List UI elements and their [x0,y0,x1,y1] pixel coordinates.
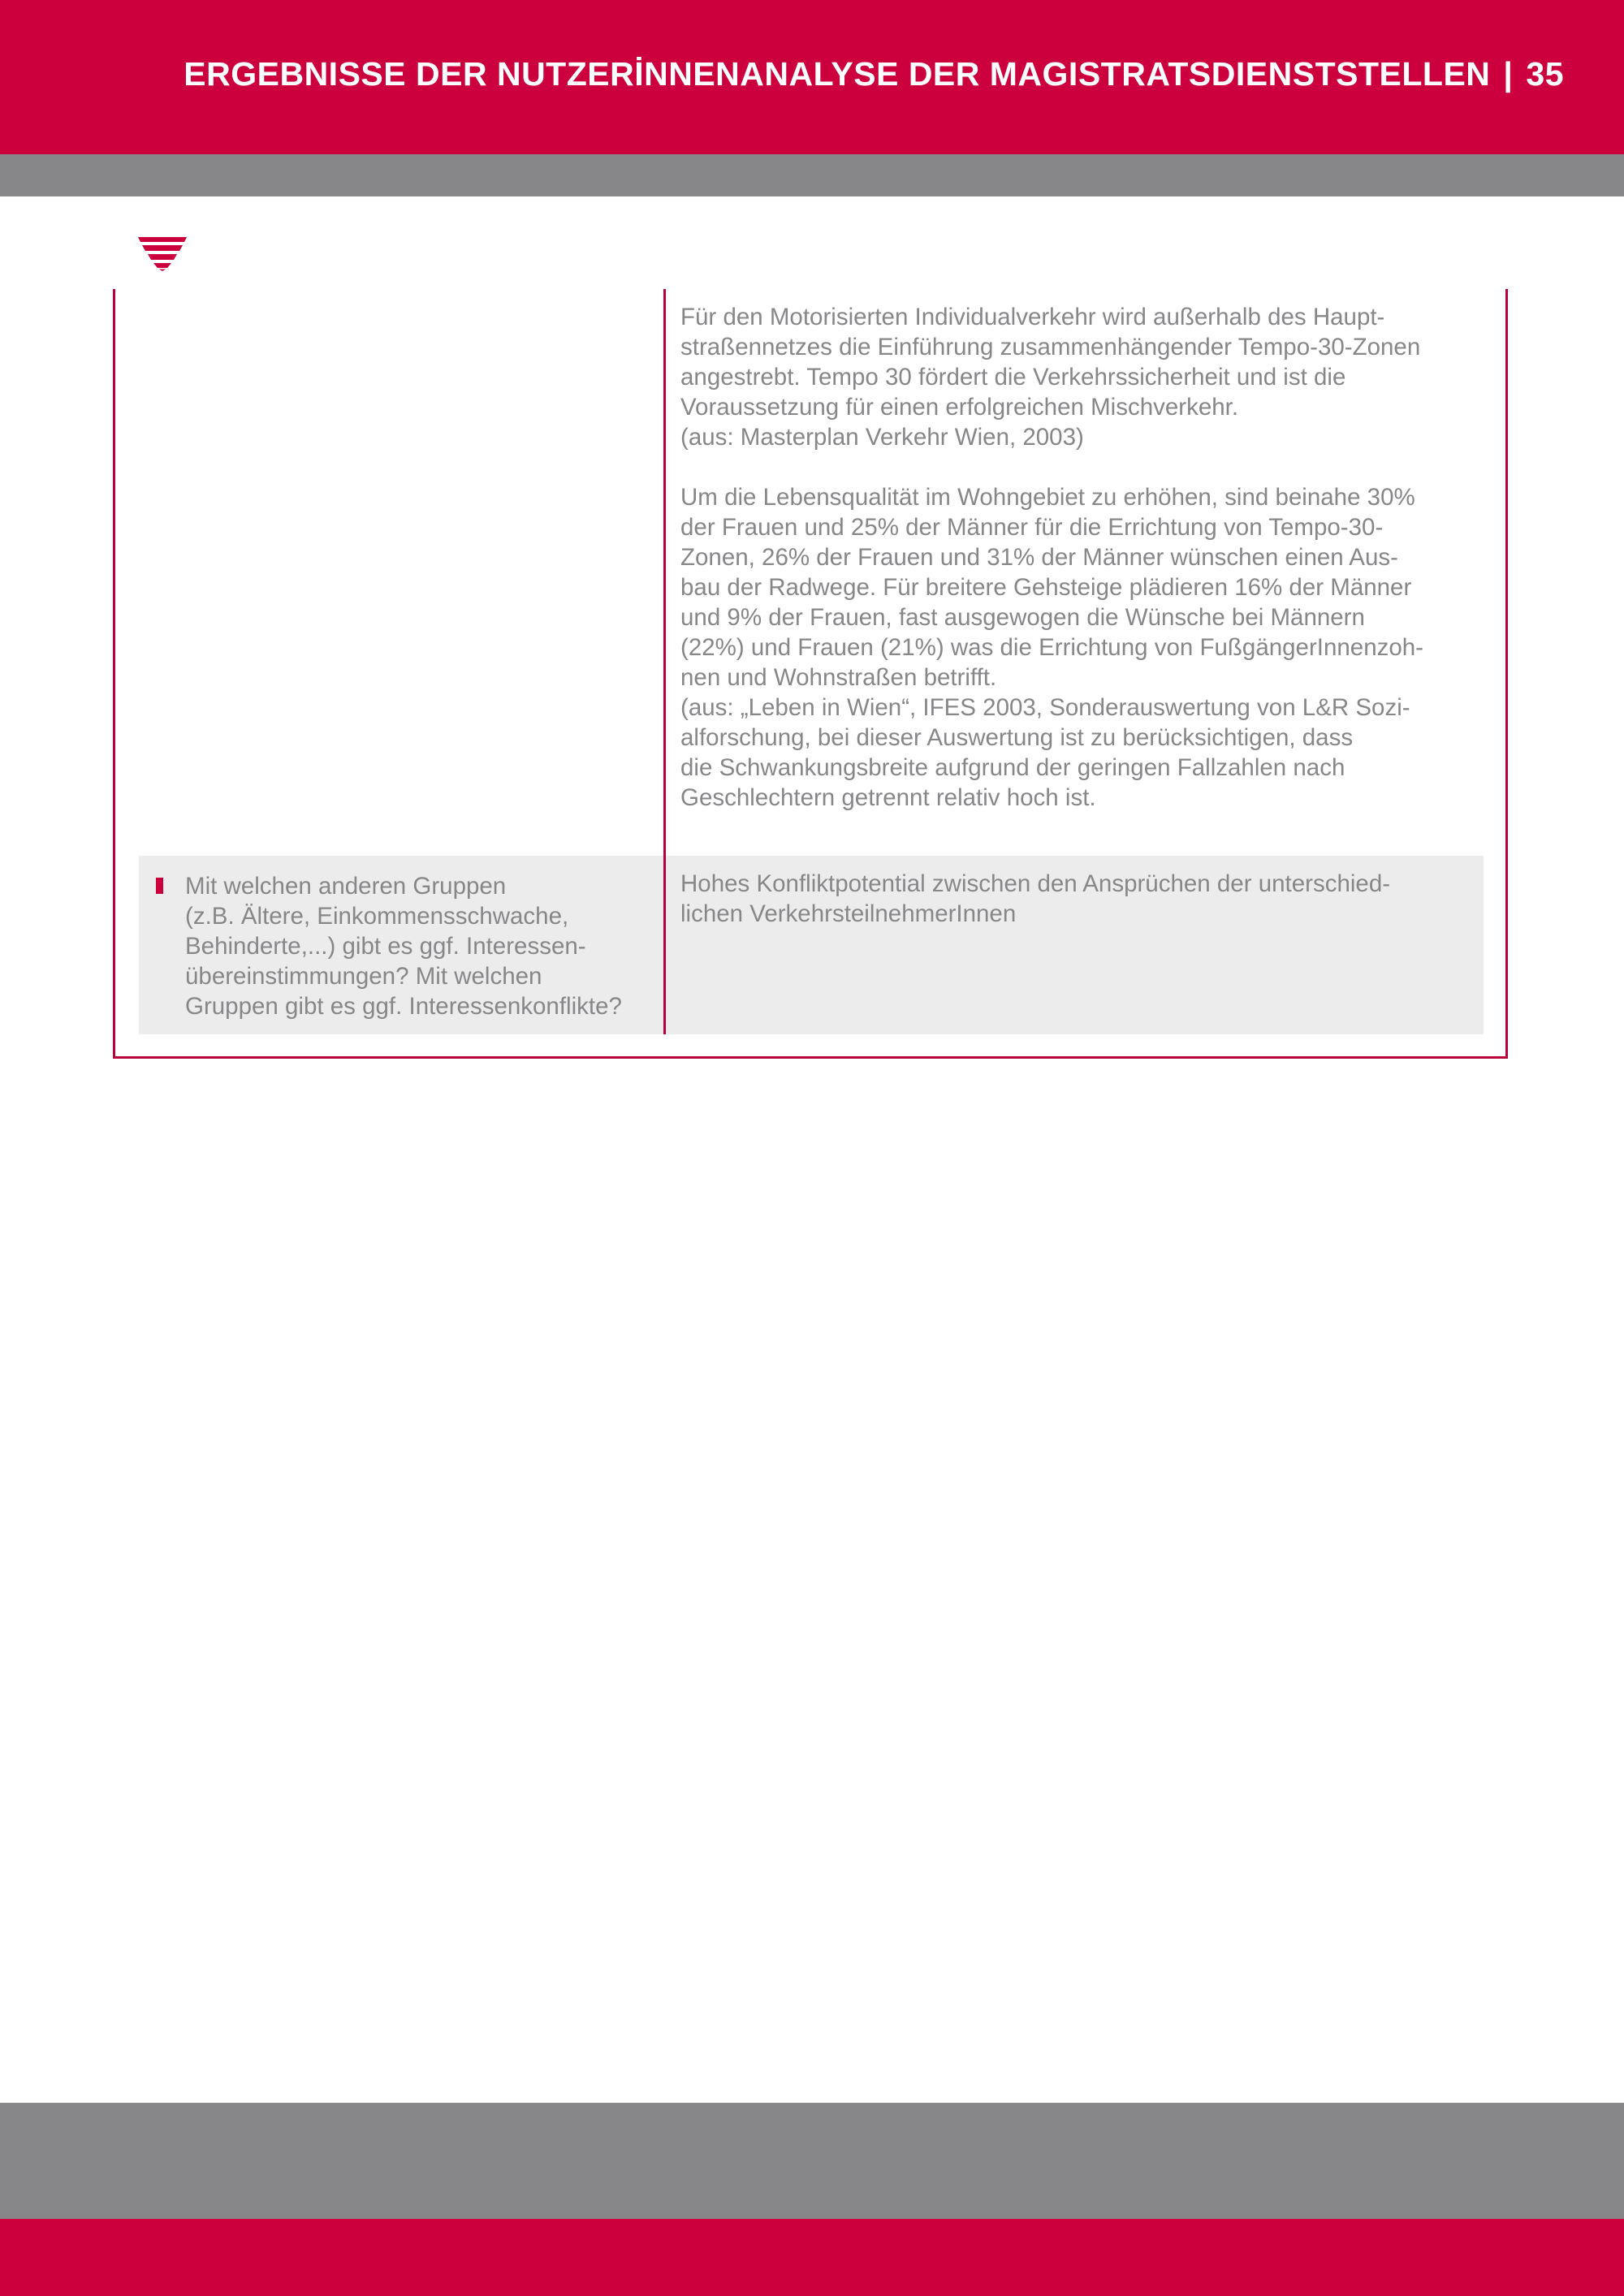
table-cell-row1-para2 [680,482,1484,813]
text-line: Um die Lebensqualität im Wohngebiet zu erhöhen, sind beinahe 30% [680,484,1415,511]
table-cell-row1-para1 [680,302,1484,452]
text-line: lichen VerkehrsteilnehmerInnen [680,900,1017,927]
text-line: (aus: „Leben in Wien“, IFES 2003, Sonderauswertung von L&R Sozi- [680,694,1410,721]
text-line: Behinderte,...) gibt es ggf. Interessen- [185,933,586,960]
text-line: alforschung, bei dieser Auswertung ist zu berücksichtigen, dass [680,724,1354,751]
header-grey-band [0,154,1624,196]
text-line: angestrebt. Tempo 30 fördert die Verkehrssicherheit und ist die [680,364,1346,391]
text-line: Geschlechtern getrennt relativ hoch ist. [680,784,1096,811]
text-line: (22%) und Frauen (21%) was die Errichtung von FußgängerInnenzoh- [680,634,1423,661]
text-line: der Frauen und 25% der Männer für die Errichtung von Tempo-30- [680,514,1384,541]
text-line: übereinstimmungen? Mit welchen [185,963,542,990]
text-line: die Schwankungsbreite aufgrund der geringen Fallzahlen nach [680,754,1345,781]
text-line: Mit welchen anderen Gruppen [185,873,507,900]
text-line: (z.B. Ältere, Einkommensschwache, [185,903,569,930]
text-line: bau der Radwege. Für breitere Gehsteige plädieren 16% der Männer [680,574,1412,601]
page-header-title [184,55,1564,93]
table-cell-row2-question [185,871,656,1021]
footer-grey-band [0,2103,1624,2219]
footer-red-band [0,2219,1624,2296]
header-separator: | [1503,55,1514,93]
text-line: Für den Motorisierten Individualverkehr wird außerhalb des Haupt- [680,304,1385,330]
text-line: Voraussetzung für einen erfolgreichen Mischverkehr. [680,394,1239,421]
table-cell-row2-answer [680,869,1484,929]
text-line: nen und Wohnstraßen betrifft. [680,664,997,691]
column-divider [663,289,666,1034]
header-title-text: ERGEBNISSE DER NUTZERİNNENANALYSE DER MAGISTRATSDIENSTSTELLEN [184,55,1491,93]
triangle-stripes-logo-icon [138,237,187,271]
text-line: Hohes Konfliktpotential zwischen den Ansprüchen der unterschied- [680,870,1391,897]
bullet-marker-icon [156,878,163,894]
text-line: Gruppen gibt es ggf. Interessenkonflikte? [185,993,622,1020]
text-line: (aus: Masterplan Verkehr Wien, 2003) [680,424,1084,451]
text-line: und 9% der Frauen, fast ausgewogen die Wünsche bei Männern [680,604,1365,631]
text-line: Zonen, 26% der Frauen und 31% der Männer wünschen einen Aus- [680,544,1398,571]
text-line: straßennetzes die Einführung zusammenhängender Tempo-30-Zonen [680,334,1421,360]
page-number: 35 [1526,55,1564,93]
header-band [0,0,1624,154]
